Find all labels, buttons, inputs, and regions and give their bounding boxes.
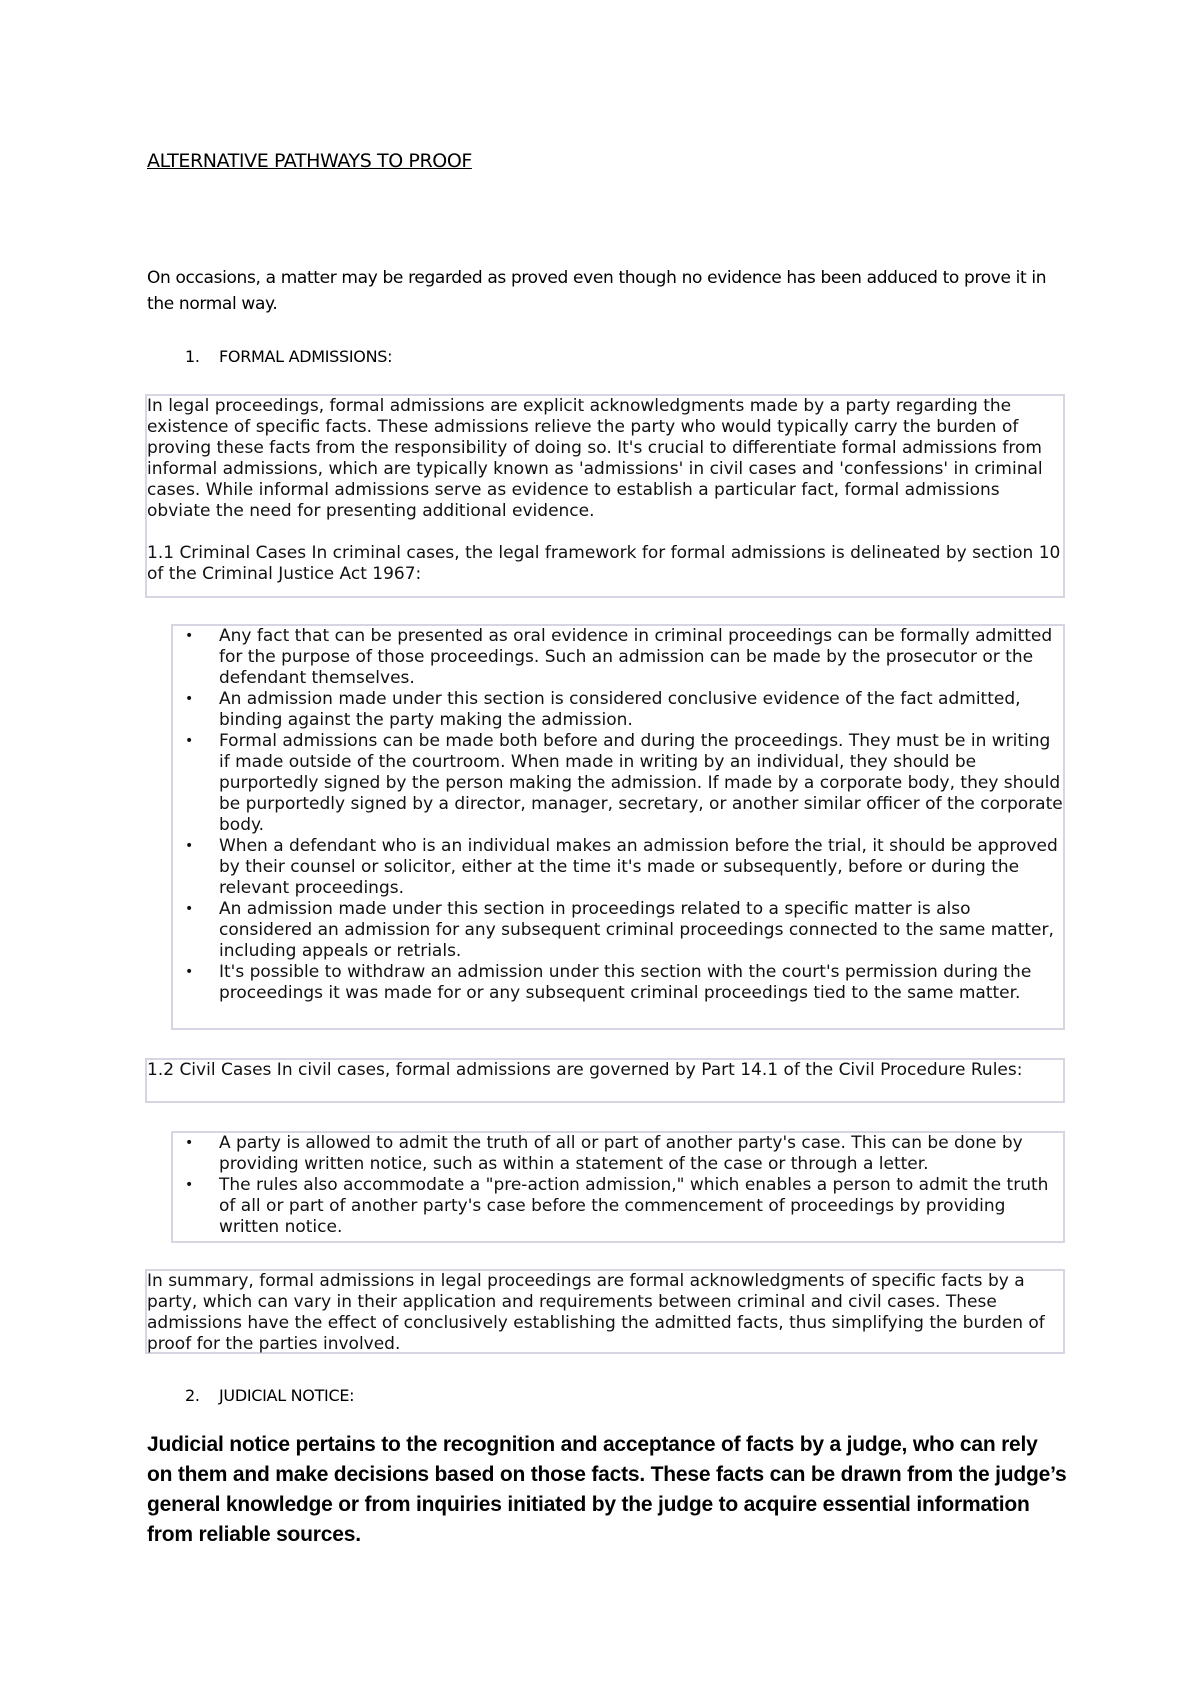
civil-cases-list [173, 1133, 1063, 1238]
section-2-title: JUDICIAL NOTICE: [219, 1386, 355, 1405]
section-1-title: FORMAL ADMISSIONS: [219, 347, 393, 366]
list-item: • The rules also accommodate a "pre-action admission," which enables a person to admit the truth of all or part of another party's case before the commencement of proceedings by providing written notice. [173, 1175, 1063, 1238]
civil-cases-intro-box [145, 1058, 1065, 1103]
summary-box [145, 1269, 1065, 1354]
criminal-cases-list [173, 626, 1063, 1004]
criminal-cases-list-box [171, 624, 1065, 1030]
civil-cases-list-box [171, 1131, 1065, 1243]
section-2-number: 2. [185, 1386, 200, 1405]
list-item: • It's possible to withdraw an admission under this section with the court's permission during the proceedings it was made for or any subsequent criminal proceedings tied to the same matter. [173, 962, 1063, 1004]
section-1-heading [185, 347, 392, 366]
intro-paragraph: On occasions, a matter may be regarded as proved even though no evidence has been adduced to prove it in the normal way. [147, 268, 1047, 314]
list-item: • When a defendant who is an individual makes an admission before the trial, it should be approved by their counsel or solicitor, either at the time it's made or subsequently, before or during the relevant proceedings. [173, 836, 1063, 899]
list-item: • An admission made under this section in proceedings related to a specific matter is also considered an admission for any subsequent criminal proceedings connected to the same matter, including appeals or retrials. [173, 899, 1063, 962]
criminal-cases-intro: 1.1 Criminal Cases In criminal cases, the legal framework for formal admissions is delineated by section 10 of the Criminal Justice Act 1967: [147, 543, 1061, 584]
civil-cases-intro: 1.2 Civil Cases In civil cases, formal admissions are governed by Part 14.1 of the Civil Procedure Rules: [147, 1060, 1023, 1080]
summary-paragraph: In summary, formal admissions in legal proceedings are formal acknowledgments of specific facts by a party, which can vary in their application and requirements between criminal and civil cases. These admissions have the effect of conclusively establishing the admitted facts, thus simplifying the burden of proof for the parties involved. [147, 1271, 1045, 1354]
list-item: • An admission made under this section is considered conclusive evidence of the fact admitted, binding against the party making the admission. [173, 689, 1063, 731]
document-title: ALTERNATIVE PATHWAYS TO PROOF [147, 150, 472, 172]
section-1-number: 1. [185, 347, 200, 366]
formal-admissions-overview-box [145, 394, 1065, 598]
judicial-notice-paragraph: Judicial notice pertains to the recognition and acceptance of facts by a judge, who can rely on them and make decisions based on those facts. These facts can be drawn from the judge’s general knowledge or from inquiries initiated by the judge to acquire essential information from reliable sources. [147, 1433, 1067, 1546]
list-item: • Any fact that can be presented as oral evidence in criminal proceedings can be formally admitted for the purpose of those proceedings. Such an admission can be made by the prosecutor or the defendant themselves. [173, 626, 1063, 689]
section-2-heading [185, 1386, 354, 1405]
list-item: • Formal admissions can be made both before and during the proceedings. They must be in writing if made outside of the courtroom. When made in writing by an individual, they should be purportedly signed by the person making the admission. If made by a corporate body, they should be purportedly signed by a director, manager, secretary, or another similar officer of the corporate body. [173, 731, 1063, 836]
list-item: • A party is allowed to admit the truth of all or part of another party's case. This can be done by providing written notice, such as within a statement of the case or through a letter. [173, 1133, 1063, 1175]
formal-admissions-overview: In legal proceedings, formal admissions are explicit acknowledgments made by a party regarding the existence of specific facts. These admissions relieve the party who would typically carry the burden of proving these facts from the responsibility of doing so. It's crucial to differentiate formal admissions from informal admissions, which are typically known as 'admissions' in civil cases and 'confessions' in criminal cases. While informal admissions serve as evidence to establish a particular fact, formal admissions obviate the need for presenting additional evidence. [147, 396, 1043, 521]
